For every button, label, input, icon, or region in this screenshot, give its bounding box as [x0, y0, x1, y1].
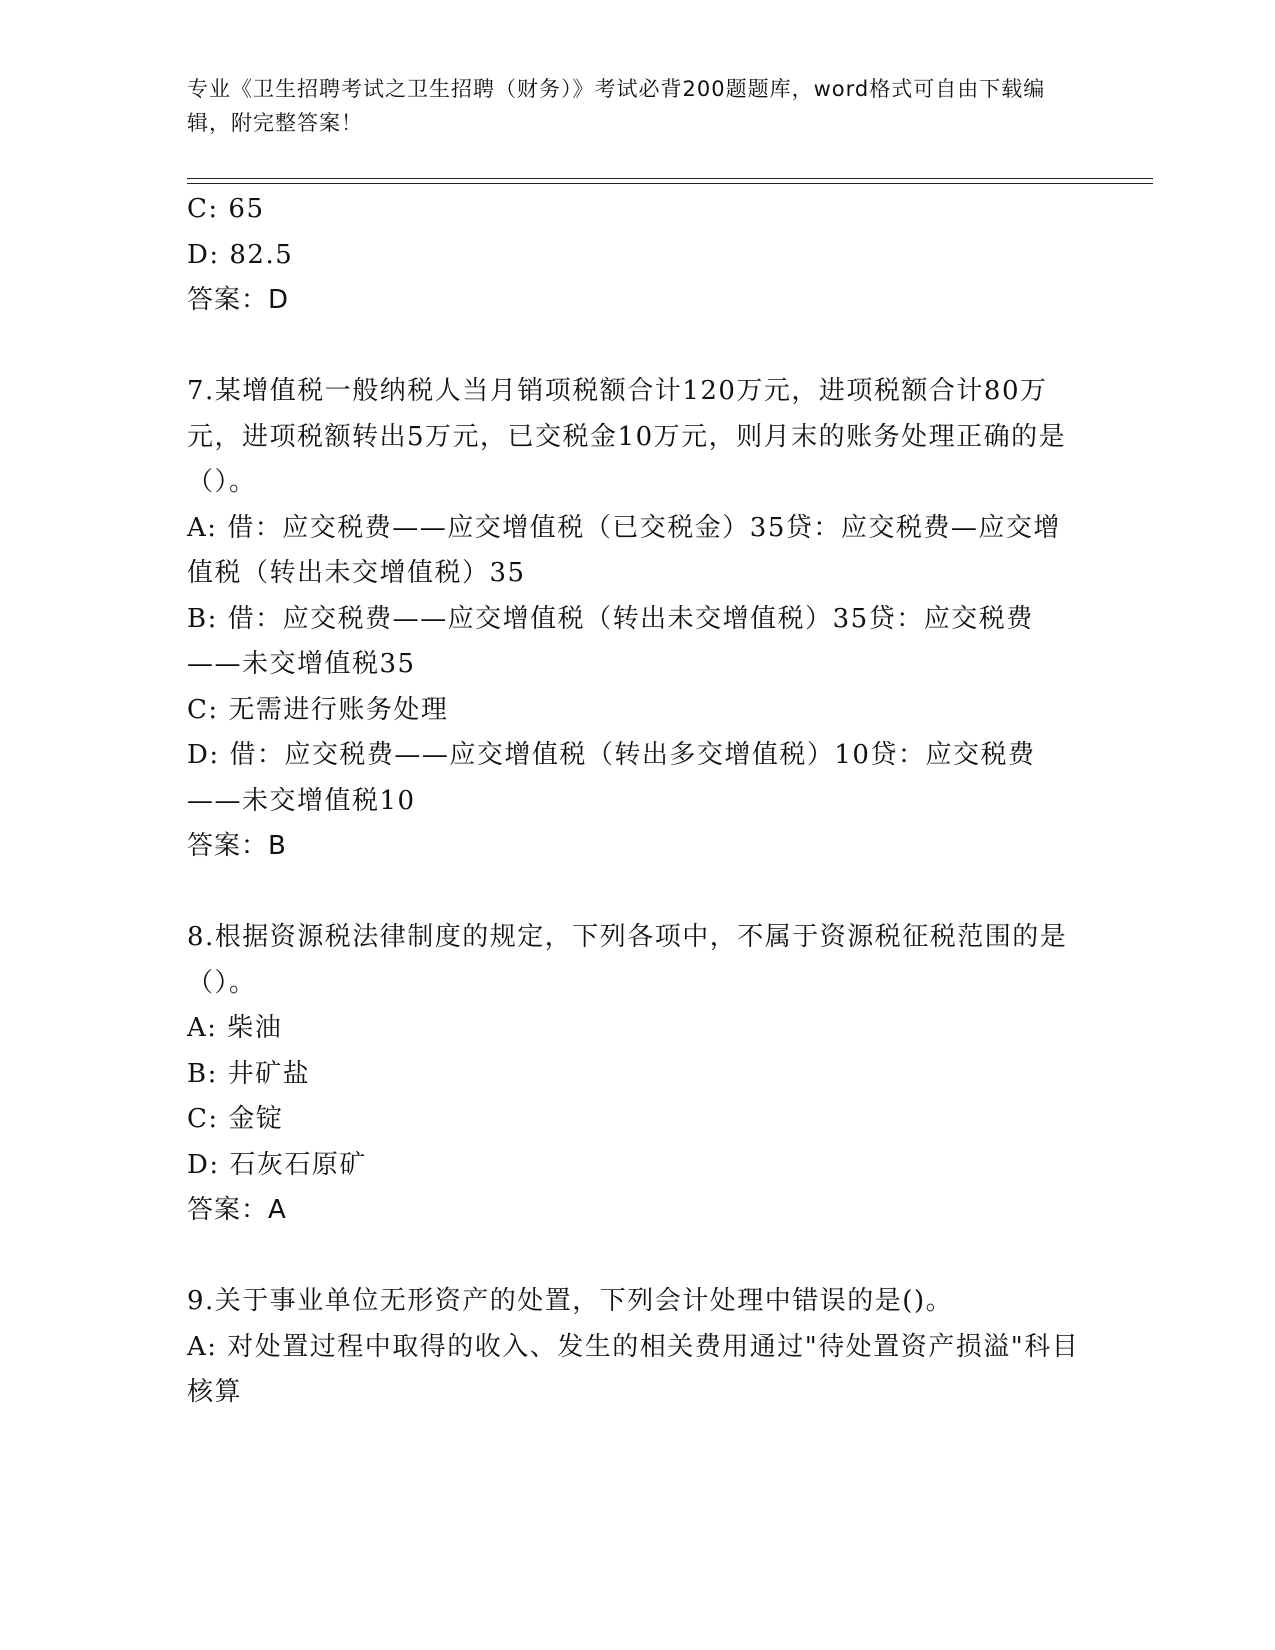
header-rule-bottom — [187, 183, 1153, 184]
question-stem: 8.根据资源税法律制度的规定，下列各项中，不属于资源税征税范围的是（）。 — [187, 922, 1068, 998]
header-text: 专业《卫生招聘考试之卫生招聘（财务）》考试必背200题题库，word格式可自由下载编辑，附完整答案！ — [187, 77, 1046, 135]
option-d: D: 石灰石原矿 — [187, 1149, 367, 1180]
spacer — [187, 1234, 1087, 1280]
spacer — [187, 324, 1087, 370]
option-a: A: 柴油 — [187, 1013, 283, 1043]
spacer — [187, 870, 1087, 916]
question-stem: 7.某增值税一般纳税人当月销项税额合计120万元，进项税额合计80万元，进项税额转出5万元，已交税金10万元，则月末的账务处理正确的是（）。 — [187, 376, 1067, 497]
question-8 — [187, 915, 1087, 1234]
header-rule-top — [187, 178, 1153, 179]
question-9 — [187, 1279, 1087, 1416]
question-7 — [187, 369, 1087, 870]
option-d: D: 借：应交税费——应交增值税（转出多交增值税）10贷：应交税费——未交增值税10 — [187, 740, 1036, 816]
option-c: C: 无需进行账务处理 — [187, 694, 449, 725]
question-stem: 9.关于事业单位无形资产的处置，下列会计处理中错误的是()。 — [187, 1286, 954, 1316]
answer: 答案：A — [187, 1195, 287, 1225]
previous-question-tail — [187, 187, 1087, 324]
option-a: A: 借：应交税费——应交增值税（已交税金）35贷：应交税费—应交增值税（转出未交增值税）35 — [187, 512, 1061, 588]
option-b: B: 井矿盐 — [187, 1058, 311, 1089]
document-header — [187, 72, 1087, 140]
option-a: A: 对处置过程中取得的收入、发生的相关费用通过"待处置资产损溢"科目核算 — [187, 1331, 1080, 1407]
answer: 答案：D — [187, 285, 290, 315]
option-b: B: 借：应交税费——应交增值税（转出未交增值税）35贷：应交税费——未交增值税35 — [187, 603, 1034, 679]
option-d: D: 82.5 — [187, 239, 294, 270]
option-c: C: 金锭 — [187, 1104, 284, 1134]
document-body — [187, 187, 1087, 1416]
option-c: C: 65 — [187, 194, 265, 224]
answer: 答案：B — [187, 831, 287, 861]
